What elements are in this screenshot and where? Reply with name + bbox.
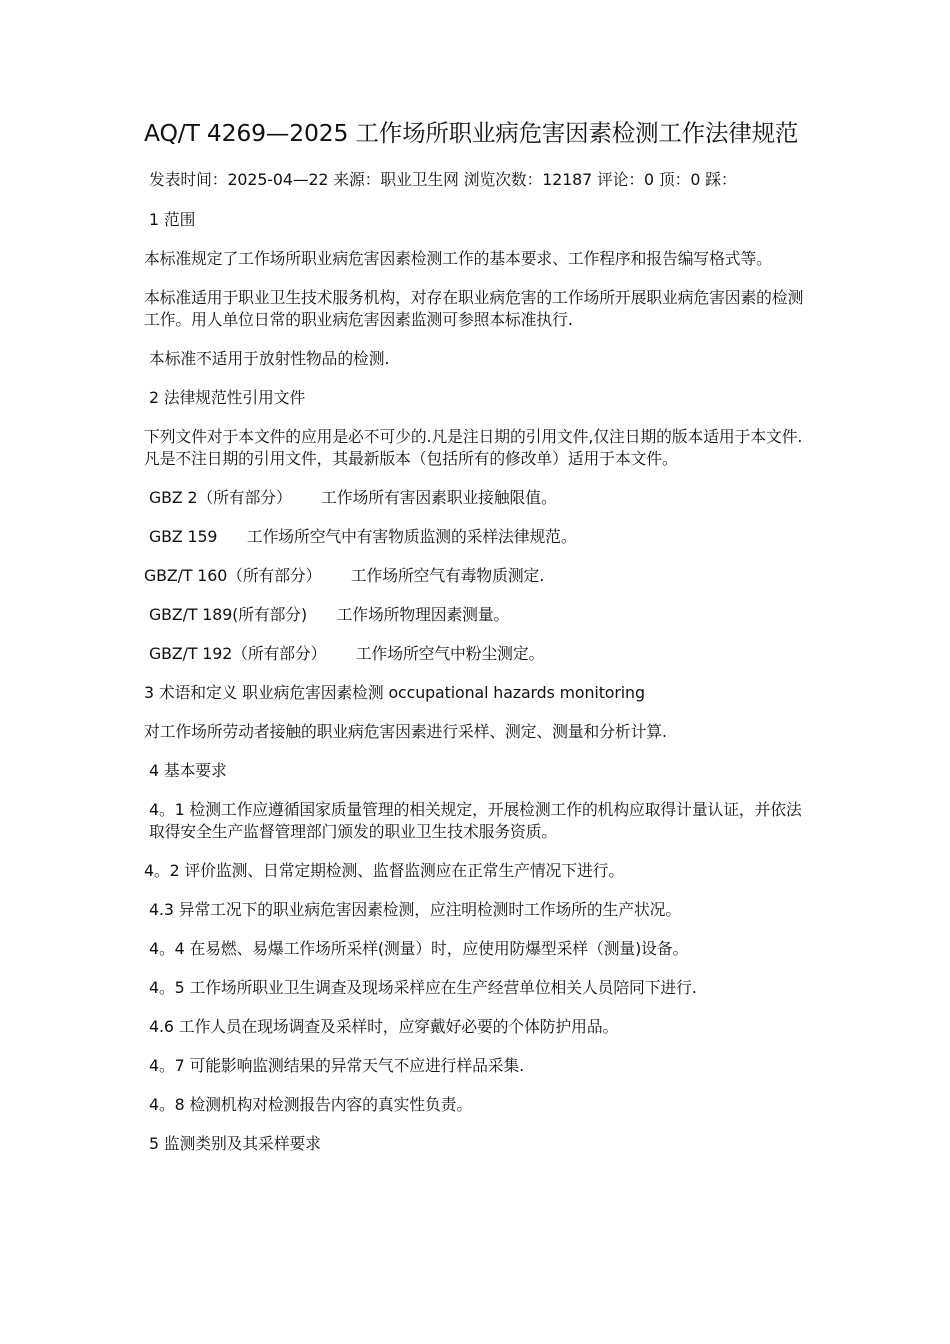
paragraph: 本标准不适用于放射性物品的检测.	[149, 349, 390, 368]
requirement-item: 4。5 工作场所职业卫生调查及现场采样应在生产经营单位相关人员陪同下进行.	[149, 978, 697, 997]
paragraph: 对工作场所劳动者接触的职业病危害因素进行采样、测定、测量和分析计算.	[144, 722, 667, 741]
section-heading-monitoring: 5 监测类别及其采样要求	[149, 1134, 321, 1153]
reference-item: GBZ/T 189(所有部分) 工作场所物理因素测量。	[149, 605, 510, 624]
section-heading-requirements: 4 基本要求	[149, 761, 227, 780]
requirement-item: 4。1 检测工作应遵循国家质量管理的相关规定，开展检测工作的机构应取得计量认证，并依法取得安全生产监督管理部门颁发的职业卫生技术服务资质。	[149, 800, 802, 841]
paragraph: 本标准规定了工作场所职业病危害因素检测工作的基本要求、工作程序和报告编写格式等。	[144, 249, 772, 268]
document-page	[144, 118, 814, 1172]
requirement-item: 4。4 在易燃、易爆工作场所采样(测量）时，应使用防爆型采样（测量)设备。	[149, 939, 689, 958]
reference-item: GBZ 2（所有部分） 工作场所有害因素职业接触限值。	[149, 488, 557, 507]
requirement-item: 4。7 可能影响监测结果的异常天气不应进行样品采集.	[149, 1056, 525, 1075]
requirement-item: 4。8 检测机构对检测报告内容的真实性负责。	[149, 1095, 473, 1114]
reference-item: GBZ 159 工作场所空气中有害物质监测的采样法律规范。	[149, 527, 577, 546]
article-meta: 发表时间：2025-04—22 来源：职业卫生网 浏览次数：12187 评论：0 顶：0 踩：	[149, 170, 737, 189]
section-heading-scope: 1 范围	[149, 210, 196, 229]
reference-item: GBZ/T 160（所有部分） 工作场所空气有毒物质测定.	[144, 566, 545, 585]
section-heading-terms: 3 术语和定义 职业病危害因素检测 occupational hazards monitoring	[144, 683, 645, 702]
requirement-item: 4.6 工作人员在现场调查及采样时，应穿戴好必要的个体防护用品。	[149, 1017, 619, 1036]
document-title: AQ/T 4269—2025 工作场所职业病危害因素检测工作法律规范	[144, 119, 799, 147]
requirement-item: 4.3 异常工况下的职业病危害因素检测，应注明检测时工作场所的生产状况。	[149, 900, 682, 919]
requirement-item: 4。2 评价监测、日常定期检测、监督监测应在正常生产情况下进行。	[144, 861, 625, 880]
paragraph: 本标准适用于职业卫生技术服务机构，对存在职业病危害的工作场所开展职业病危害因素的检测工作。用人单位日常的职业病危害因素监测可参照本标准执行.	[144, 288, 804, 329]
paragraph: 下列文件对于本文件的应用是必不可少的.凡是注日期的引用文件,仅注日期的版本适用于本文件.凡是不注日期的引用文件，其最新版本（包括所有的修改单）适用于本文件。	[144, 427, 803, 468]
reference-item: GBZ/T 192（所有部分） 工作场所空气中粉尘测定。	[149, 644, 545, 663]
section-heading-references: 2 法律规范性引用文件	[149, 388, 306, 407]
